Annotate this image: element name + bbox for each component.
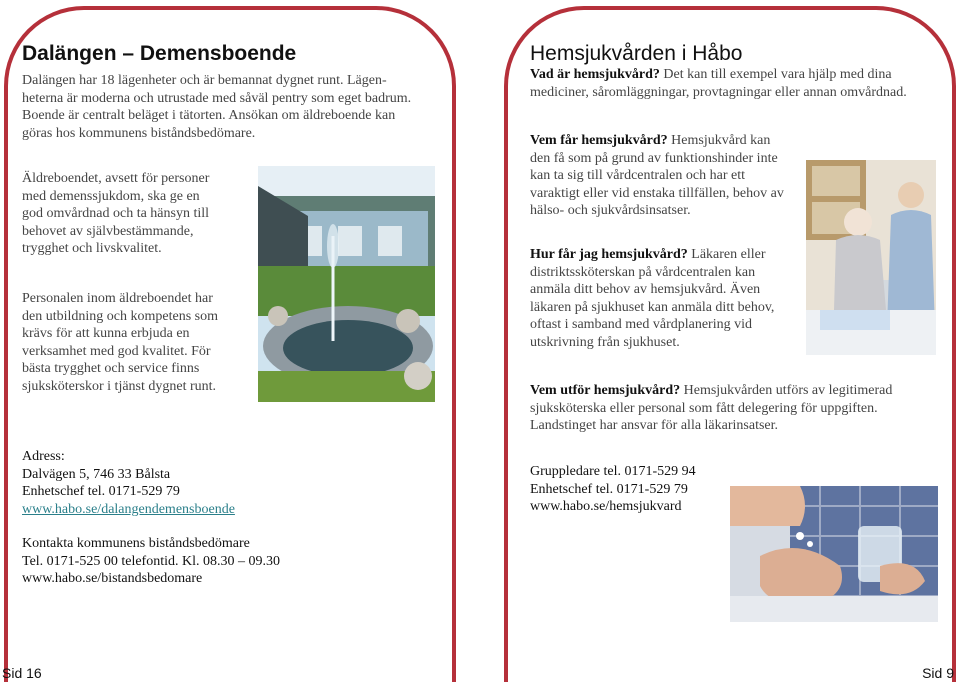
answer-line: Läkaren eller xyxy=(687,247,766,262)
answer-line: läkaren på sjukhuset kan anmäla ditt behov, xyxy=(530,299,775,315)
contact-line: www.habo.se/bistandsbedomare xyxy=(22,571,203,586)
answer-line: varaktigt eller vid enstaka tillfällen, behov av xyxy=(530,185,784,201)
answer-line: utskrivning från sjukhuset. xyxy=(530,334,680,350)
intro-line: Boende är centralt beläget i tätorten. Ansökan om äldreboende kan xyxy=(22,108,396,123)
right-page-title: Hemsjukvården i Håbo xyxy=(530,42,743,65)
garden-fountain-photo xyxy=(258,166,435,402)
care-line: Äldreboendet, avsett för personer xyxy=(22,171,210,186)
answer-line: sjuksköterska eller personal som fått delegering för uppgiften. xyxy=(530,400,878,416)
intro-line: heterna är moderna och utrustade med såväl pentry som eget badrum. xyxy=(22,90,412,106)
answer-line: Landstinget har ansvar för alla läkarinsatser. xyxy=(530,418,779,433)
intro-line: Dalängen har 18 lägenheter och är bemannat dygnet runt. Lägen- xyxy=(22,73,387,88)
answer-line: den få som på grund av funktionshinder inte xyxy=(530,150,778,166)
staff-paragraph xyxy=(22,290,262,395)
left-page-number: Sid 16 xyxy=(2,665,42,681)
question-who: Vem får hemsjukvård? xyxy=(530,133,668,148)
question-how: Hur får jag hemsjukvård? xyxy=(530,247,688,262)
answer-line: mediciner, såromläggningar, provtagningar eller annan omvårdnad. xyxy=(530,84,907,100)
staff-line: den utbildning och kompetens som xyxy=(22,308,218,324)
care-paragraph xyxy=(22,170,262,258)
question-what: Vad är hemsjukvård? xyxy=(530,67,660,82)
address-block xyxy=(22,448,442,518)
how-section xyxy=(530,246,800,351)
staff-line: bästa trygghet och service finns xyxy=(22,361,200,376)
intro-line: göras hos kommunens biståndsbedömare. xyxy=(22,125,256,141)
right-page-number: Sid 9 xyxy=(922,665,954,681)
dalangen-link[interactable]: www.habo.se/dalangendemensboende xyxy=(22,501,235,517)
contact-block xyxy=(22,535,442,588)
medicine-hands-photo xyxy=(730,486,938,622)
answer-line: hälso- och sjukvårdsinsatser. xyxy=(530,203,691,218)
care-line: trygghet och livskvalitet. xyxy=(22,241,162,256)
staff-line: Personalen inom äldreboendet har xyxy=(22,291,213,306)
staff-line: sjuksköterskor i tjänst dygnet runt. xyxy=(22,378,217,394)
contact-line: www.habo.se/hemsjukvard xyxy=(530,499,682,514)
answer-line: Det kan till exempel vara hjälp med dina xyxy=(659,67,892,82)
who-section xyxy=(530,132,800,220)
right-contact-block xyxy=(530,463,750,516)
care-line: behovet av självbestämmande, xyxy=(22,223,194,239)
answer-line: Hemsjukvården utförs av legitimerad xyxy=(680,383,893,398)
answer-line: kan ta sig till vårdcentralen och har ett xyxy=(530,168,745,183)
left-page-title: Dalängen – Demensboende xyxy=(22,42,297,65)
nurse-with-patient-photo xyxy=(806,160,936,355)
address-line: Enhetschef tel. 0171-529 79 xyxy=(22,484,180,499)
contact-line: Kontakta kommunens biståndsbedömare xyxy=(22,536,250,551)
staff-line: verksamhet med god kvalitet. För xyxy=(22,343,211,359)
what-section xyxy=(530,66,950,101)
answer-line: Hemsjukvård kan xyxy=(667,133,771,148)
answer-line: anmäla ditt behov av hemsjukvård. Även xyxy=(530,282,761,297)
care-line: med demenssjukdom, ska ge en xyxy=(22,188,200,204)
contact-line: Gruppledare tel. 0171-529 94 xyxy=(530,464,696,479)
question-performer: Vem utför hemsjukvård? xyxy=(530,383,681,398)
answer-line: distriktssköterskan på vårdcentralen kan xyxy=(530,264,756,280)
contact-line: Tel. 0171-525 00 telefontid. Kl. 08.30 – 09.30 xyxy=(22,553,280,569)
care-line: god omvårdnad och ta hänsyn till xyxy=(22,206,210,221)
staff-line: krävs för att kunna erbjuda en xyxy=(22,326,190,341)
address-line: Adress: xyxy=(22,449,65,464)
address-line: Dalvägen 5, 746 33 Bålsta xyxy=(22,466,171,482)
contact-line: Enhetschef tel. 0171-529 79 xyxy=(530,481,688,497)
performer-section xyxy=(530,382,950,435)
answer-line: oftast i samband med vårdplanering vid xyxy=(530,317,752,332)
intro-paragraph xyxy=(22,72,442,142)
